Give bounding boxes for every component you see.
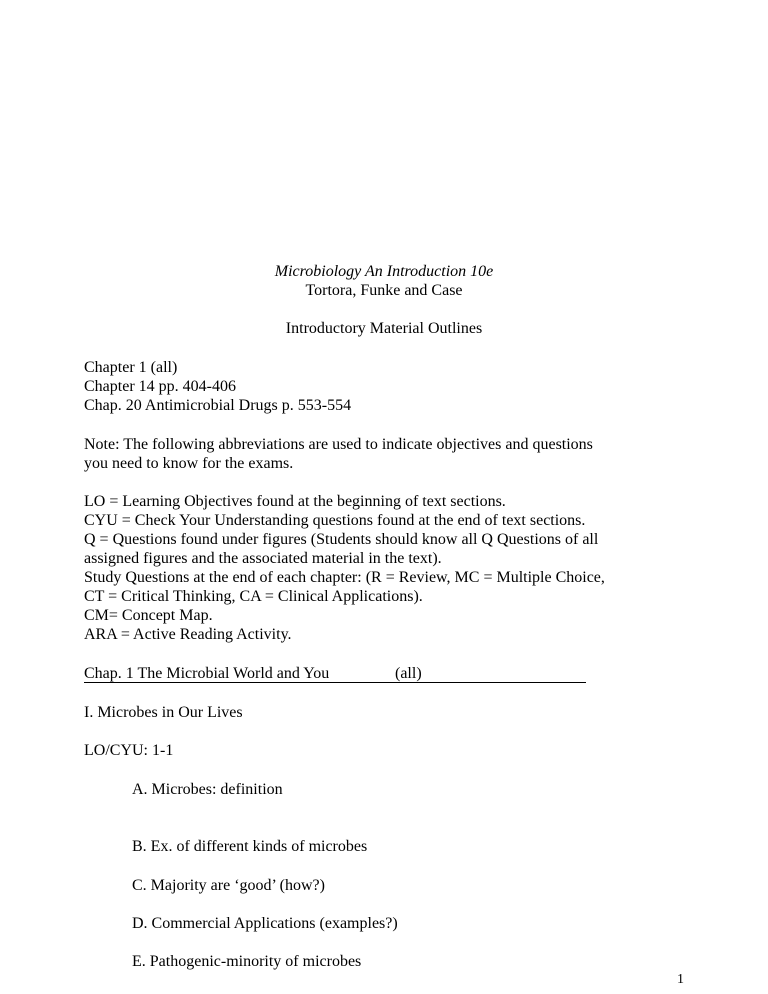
outline-item: A. Microbes: definition xyxy=(132,781,283,798)
document-subtitle: Introductory Material Outlines xyxy=(285,320,483,337)
abbreviation-line: Q = Questions found under figures (Students should know all Q Questions of all xyxy=(84,531,599,548)
outline-item: C. Majority are ‘good’ (how?) xyxy=(132,877,325,894)
document-title: Microbiology An Introduction 10e xyxy=(274,263,494,280)
abbreviation-line: assigned figures and the associated material in the text). xyxy=(84,550,442,567)
section-heading: Chap. 1 The Microbial World and You xyxy=(84,665,330,682)
outline-part-heading: I. Microbes in Our Lives xyxy=(84,704,243,721)
outline-item: E. Pathogenic-minority of microbes xyxy=(132,953,362,970)
note-line: Note: The following abbreviations are used to indicate objectives and questions xyxy=(84,436,593,453)
abbreviation-line: LO = Learning Objectives found at the beginning of text sections. xyxy=(84,493,506,510)
chapter-line: Chapter 1 (all) xyxy=(84,359,178,376)
outline-item: D. Commercial Applications (examples?) xyxy=(132,915,398,932)
abbreviation-line: CYU = Check Your Understanding questions found at the end of text sections. xyxy=(84,512,586,529)
abbreviation-line: CM= Concept Map. xyxy=(84,607,213,624)
chapter-line: Chap. 20 Antimicrobial Drugs p. 553-554 xyxy=(84,397,352,414)
outline-item: B. Ex. of different kinds of microbes xyxy=(132,838,368,855)
section-scope: (all) xyxy=(395,665,422,682)
abbreviation-line: ARA = Active Reading Activity. xyxy=(84,626,292,643)
page-number: 1 xyxy=(677,972,684,987)
abbreviation-line: CT = Critical Thinking, CA = Clinical Applications). xyxy=(84,588,423,605)
section-heading-underline xyxy=(84,682,586,683)
lo-cyu-reference: LO/CYU: 1-1 xyxy=(84,742,174,759)
abbreviation-line: Study Questions at the end of each chapter: (R = Review, MC = Multiple Choice, xyxy=(84,569,605,586)
chapter-line: Chapter 14 pp. 404-406 xyxy=(84,378,236,395)
note-line: you need to know for the exams. xyxy=(84,455,294,472)
document-authors: Tortora, Funke and Case xyxy=(305,282,463,299)
